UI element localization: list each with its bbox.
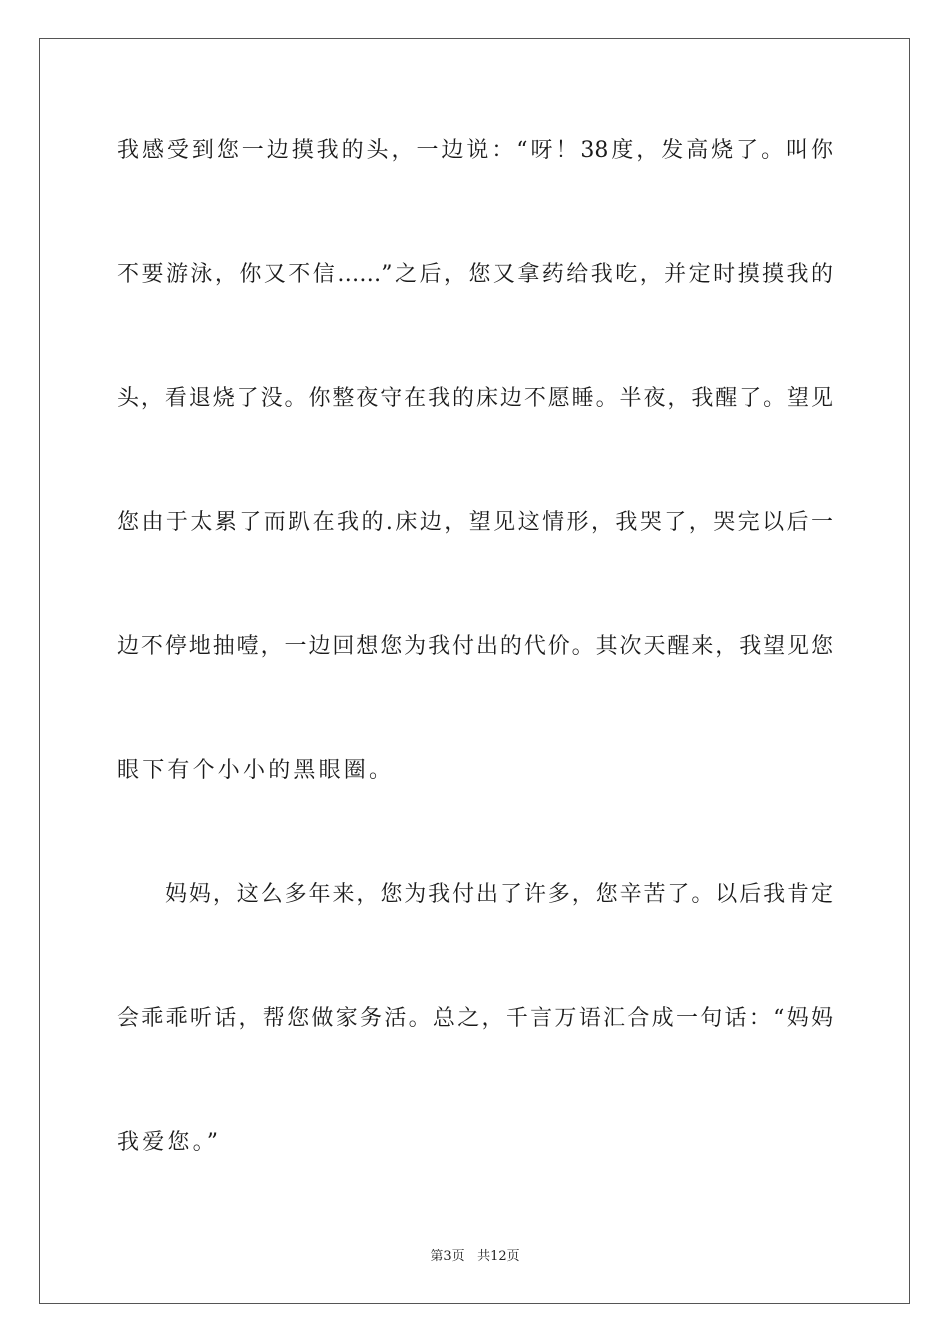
page-footer [0,1248,950,1266]
total-pages: 共12页 [477,1249,520,1264]
text-line-5: 边不停地抽噎，一边回想您为我付出的代价。其次天醒来，我望见您 [117,634,833,659]
text-line-3: 头，看退烧了没。你整夜守在我的床边不愿睡。半夜，我醒了。望见 [117,386,833,411]
text-line-2: 不要游泳，你又不信……”之后，您又拿药给我吃，并定时摸摸我的 [117,262,833,287]
page-frame [39,38,910,1304]
text-line-8: 会乖乖听话，帮您做家务活。总之，千言万语汇合成一句话：“妈妈 [117,1006,833,1031]
text-line-9: 我爱您。” [117,1130,222,1155]
text-line-4: 您由于太累了而趴在我的.床边，望见这情形，我哭了，哭完以后一 [117,510,833,535]
page-number: 第3页 [430,1249,465,1264]
text-line-6: 眼下有个小小的黑眼圈。 [117,758,395,783]
text-line-1: 我感受到您一边摸我的头，一边说：“呀！38度，发高烧了。叫你 [117,138,833,163]
text-line-7: 妈妈，这么多年来，您为我付出了许多，您辛苦了。以后我肯定 [165,882,833,907]
